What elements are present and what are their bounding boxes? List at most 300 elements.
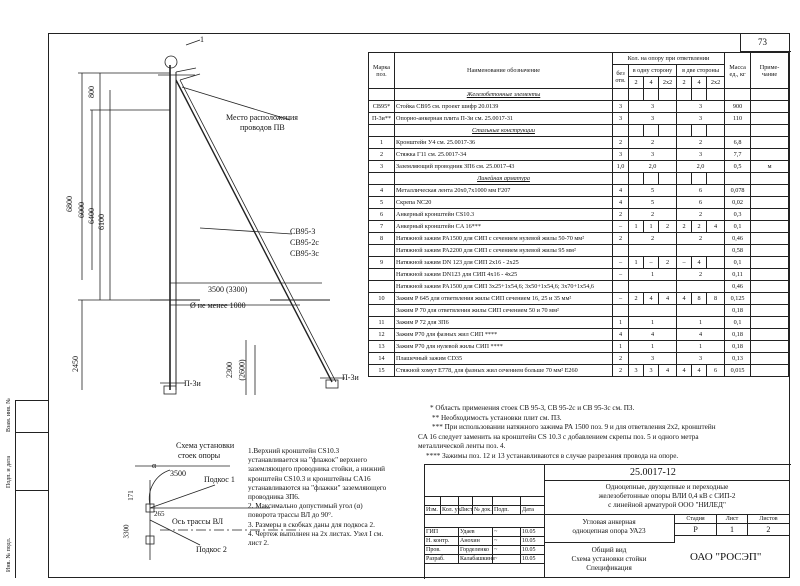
table-cell [751, 341, 789, 353]
table-cell [613, 281, 629, 293]
footnote-line: * Область применения стоек СВ 95-3, СВ 95-2с и СВ 95-3с см. ПЗ. [430, 404, 635, 412]
table-cell [751, 173, 789, 185]
table-cell: 0,5 [725, 161, 751, 173]
table-cell: 0,46 [725, 233, 751, 245]
specification-body [369, 89, 789, 377]
table-cell: 2 [369, 149, 395, 161]
dim-3500: 3500 (3300) [208, 285, 248, 294]
table-cell: 4 [613, 197, 629, 209]
stamp-lists: 2 [747, 524, 789, 536]
table-cell [369, 89, 395, 101]
table-cell: 4 [692, 365, 707, 377]
table-cell: 0,3 [725, 209, 751, 221]
stamp-organization: ОАО "РОСЭП" [690, 551, 762, 563]
header-note: Приме- чание [751, 53, 789, 89]
stamp-signature: ~ [493, 528, 521, 537]
stamp-sheet-line-2: Схема установки стойки [571, 555, 647, 563]
stamp-person: Анохин [459, 537, 493, 546]
stamp-col-head: Лист [460, 507, 473, 513]
table-cell [644, 125, 659, 137]
table-cell [751, 125, 789, 137]
note-line: 1.Верхний кронштейн CS10.3 [248, 447, 340, 455]
table-cell [751, 149, 789, 161]
table-cell: Линейная арматура [395, 173, 613, 185]
table-row [369, 269, 789, 281]
table-cell: Зажим P 72 для ЗП6 [395, 317, 613, 329]
table-cell: 8 [369, 233, 395, 245]
table-cell: Стальные конструкции [395, 125, 613, 137]
stamp-person: Калабашкина [460, 556, 495, 562]
table-cell: 4 [644, 293, 659, 305]
table-cell [751, 209, 789, 221]
table-cell: 3 [613, 149, 629, 161]
table-row [369, 113, 789, 125]
note-line: 2. Максимально допустимый угол (α) [248, 502, 363, 511]
table-row [369, 353, 789, 365]
stamp-col-head: Подп. [493, 506, 521, 515]
table-cell [751, 113, 789, 125]
stamp-signature: ~ [493, 555, 521, 564]
table-cell: Металлическая лента 20х0,7х1000 мм F207 [395, 185, 613, 197]
table-cell: 1 [629, 221, 644, 233]
table-cell: 2 [613, 353, 629, 365]
footnote-line: металлической ленты поз. 4. [418, 442, 506, 451]
stamp-title-line-1: Одноцепные, двухцепные и переходные [605, 483, 729, 491]
table-row [369, 221, 789, 233]
table-cell [707, 173, 725, 185]
general-notes [248, 447, 386, 548]
table-cell: 6 [677, 197, 725, 209]
dim-6800: 6800 [65, 196, 74, 212]
stamp-person: Удаев [459, 528, 493, 537]
table-cell: Зажим P70 для нулевой жилы СИП **** [395, 341, 613, 353]
scheme-dim-171: 171 [126, 490, 135, 501]
stamp-list-head: Лист [717, 515, 748, 524]
table-cell: 0,18 [725, 305, 751, 317]
table-cell: – [613, 269, 629, 281]
callout-1: 1 [200, 35, 204, 44]
stamp-sheet-box [546, 546, 672, 573]
table-cell: 2,0 [629, 161, 677, 173]
table-cell [751, 185, 789, 197]
stamp-stage: Р [675, 524, 717, 536]
table-row [369, 185, 789, 197]
table-cell: СВ95* [369, 101, 395, 113]
table-cell: П-3и** [369, 113, 395, 125]
table-cell: 8 [692, 293, 707, 305]
table-cell [725, 89, 751, 101]
stamp-col-head: Дата [521, 506, 545, 515]
table-cell: 2 [629, 209, 677, 221]
table-row [369, 233, 789, 245]
table-cell: 0,078 [725, 185, 751, 197]
table-cell [629, 305, 677, 317]
table-cell: 4 [369, 185, 395, 197]
stamp-role: Пров. [425, 546, 459, 555]
note-line: проводника ЗП6. [248, 493, 300, 502]
stamp-sheet-line-1: Общий вид [591, 546, 627, 554]
scheme-title-1: Схема установки [176, 441, 235, 450]
header-sub: 2х2 [707, 77, 725, 89]
scheme-alpha: α [152, 461, 157, 470]
table-cell: 7 [369, 221, 395, 233]
table-cell: 2 [659, 221, 677, 233]
table-cell: 3 [629, 101, 677, 113]
table-cell: 3 [629, 113, 677, 125]
stamp-date: 10.05 [521, 537, 545, 546]
table-cell: 3 [677, 113, 725, 125]
table-cell: 3 [677, 353, 725, 365]
table-row [369, 329, 789, 341]
header-mark: Марка поз. [369, 53, 395, 89]
table-cell: 2 [677, 209, 725, 221]
table-cell: – [613, 257, 629, 269]
table-cell [725, 173, 751, 185]
table-cell: Зажим P 70 для ответвления жилы СИП сечением 50 и 70 мм² [395, 305, 613, 317]
table-cell: 3 [677, 101, 725, 113]
header-one-side: в одну сторону [629, 65, 677, 77]
stamp-title [548, 483, 786, 510]
table-cell: 1 [629, 317, 677, 329]
table-row [369, 197, 789, 209]
table-cell: 0,18 [725, 341, 751, 353]
table-cell [613, 125, 629, 137]
table-cell: 3 [613, 113, 629, 125]
table-row [369, 305, 789, 317]
dim-2450: 2450 [71, 356, 80, 372]
header-name: Наименование обозначение [395, 53, 613, 89]
table-cell: 2 [613, 137, 629, 149]
stamp-person: Горделенко [459, 546, 493, 555]
table-cell [369, 173, 395, 185]
table-cell [751, 329, 789, 341]
table-cell [659, 173, 677, 185]
table-row [369, 209, 789, 221]
table-cell [677, 173, 692, 185]
table-cell: Натяжной зажим DN 123 для СИП 2х16 - 2х25 [395, 257, 613, 269]
table-cell [725, 125, 751, 137]
table-cell: 0,015 [725, 365, 751, 377]
table-cell: Стяжной хомут E778, для фазных жил сечением больше 70 мм² E260 [395, 365, 613, 377]
stamp-col-head: Кол. уч. [442, 507, 463, 513]
stamp-sheet-line-3: Спецификация [586, 564, 632, 572]
table-row [369, 101, 789, 113]
table-cell: 4 [677, 329, 725, 341]
table-cell: 110 [725, 113, 751, 125]
table-row [369, 281, 789, 293]
table-cell: Натяжной зажим PA1500 для СИП с сечением нулевой жилы 50-70 мм² [395, 233, 613, 245]
table-cell [613, 173, 629, 185]
scheme-dim-3300: 3300 [122, 524, 131, 539]
table-cell: 8 [707, 293, 725, 305]
header-sub: 2 [677, 77, 692, 89]
table-cell [659, 89, 677, 101]
table-cell: Заземляющий проводник ЗП6 см. 25.0017-43 [395, 161, 613, 173]
table-cell [707, 125, 725, 137]
dim-6000: 6000 [77, 202, 86, 218]
table-cell: 1 [369, 137, 395, 149]
note-line: лист 2. [248, 539, 269, 548]
table-cell [677, 305, 725, 317]
table-cell: 2 [629, 293, 644, 305]
table-cell: 2 [677, 137, 725, 149]
table-cell [677, 281, 725, 293]
stamp-lists-head: Листов [747, 515, 789, 524]
stamp-object [546, 518, 672, 536]
table-cell: 1 [629, 269, 677, 281]
note-line: 3. Размеры в скобках даны для подкоса 2. [248, 520, 375, 529]
table-cell [613, 245, 629, 257]
table-cell: 3 [629, 149, 677, 161]
table-row [369, 365, 789, 377]
wire-place-label-2: проводов ПВ [240, 123, 285, 132]
table-cell [751, 137, 789, 149]
header-quantity: Кол. на опору при ответвлении [613, 53, 725, 65]
stamp-list: 1 [717, 524, 748, 536]
stamp-title-line-3: с линейной арматурой ООО "НИЛЕД" [608, 501, 726, 509]
table-cell: 0,1 [725, 257, 751, 269]
table-cell: 3 [677, 149, 725, 161]
table-cell: 15 [369, 365, 395, 377]
table-cell: 2 [677, 233, 725, 245]
footnote-line: *** При использовании натяжного зажима PA 1500 поз. 9 и для ответвления 2х2, кронштейн [432, 423, 716, 432]
note-line: устанавливаются на "флажки" заземляющего [248, 483, 387, 492]
side-label-inv: Инв. № подл. [6, 537, 12, 572]
table-cell: Анкерный кронштейн CA 16*** [395, 221, 613, 233]
scheme-title-2: стоек опоры [178, 451, 221, 460]
stamp-date: 10.05 [521, 546, 545, 555]
plate-label-left: П-3и [184, 379, 201, 388]
table-cell [751, 353, 789, 365]
table-cell [613, 305, 629, 317]
table-row [369, 89, 789, 101]
stamp-role: Н. контр. [425, 537, 459, 546]
header-mass: Масса ед., кг [725, 53, 751, 89]
table-cell [751, 89, 789, 101]
table-cell: 1 [629, 257, 644, 269]
table-cell [369, 281, 395, 293]
table-cell: 2 [613, 233, 629, 245]
table-cell [692, 125, 707, 137]
sheet-number: 73 [758, 37, 767, 47]
table-cell [751, 365, 789, 377]
table-cell: Плашечный зажим CD35 [395, 353, 613, 365]
table-cell [707, 257, 725, 269]
table-cell: 5 [629, 185, 677, 197]
stamp-object-line-2: одноцепная опора УА23 [572, 527, 646, 535]
table-cell [644, 173, 659, 185]
table-cell: 6 [369, 209, 395, 221]
table-cell: 2 [677, 221, 692, 233]
table-cell [369, 245, 395, 257]
table-cell: 3 [613, 101, 629, 113]
header-sub: 4 [644, 77, 659, 89]
table-cell: 4 [613, 185, 629, 197]
table-cell: 0,58 [725, 245, 751, 257]
table-cell: 3 [644, 365, 659, 377]
table-cell: 3 [629, 353, 677, 365]
table-cell: 3 [629, 365, 644, 377]
table-cell [751, 305, 789, 317]
table-cell [751, 269, 789, 281]
table-cell: 2 [629, 233, 677, 245]
table-cell: Стяжка Г11 см. 25.0017-34 [395, 149, 613, 161]
table-cell: 0,02 [725, 197, 751, 209]
table-row [369, 149, 789, 161]
table-cell [613, 89, 629, 101]
stamp-role: Разраб. [425, 555, 459, 564]
table-cell: Натяжной зажим DN123 для СИП 4х16 - 4х25 [395, 269, 613, 281]
table-cell: Зажим P 645 для ответвления жилы СИП сечением 16, 25 и 35 мм² [395, 293, 613, 305]
table-cell [629, 245, 677, 257]
stamp-stage-head: Стадия [675, 515, 717, 524]
table-cell: 1,0 [613, 161, 629, 173]
table-cell [644, 89, 659, 101]
table-cell [659, 125, 677, 137]
table-cell: м [751, 161, 789, 173]
table-cell [677, 245, 725, 257]
table-cell: 4 [659, 293, 677, 305]
table-cell: – [644, 257, 659, 269]
stamp-date: 10.05 [521, 555, 545, 564]
table-cell: 11 [369, 317, 395, 329]
table-cell: 0,13 [725, 353, 751, 365]
table-cell: 0,1 [725, 221, 751, 233]
table-cell [751, 101, 789, 113]
stamp-role: ГИП [425, 528, 459, 537]
stamp-date: 10.05 [521, 528, 545, 537]
stamp-col-head: Изм. [425, 506, 441, 515]
table-cell: 0,125 [725, 293, 751, 305]
scheme-support-2: Подкос 2 [196, 545, 227, 554]
dim-6100: 6100 [97, 214, 106, 230]
table-row [369, 173, 789, 185]
table-cell [751, 221, 789, 233]
table-cell: Скрепа NC20 [395, 197, 613, 209]
header-sub: 4 [692, 77, 707, 89]
wire-place-label: Место расположения [226, 113, 298, 122]
table-cell: 4 [613, 329, 629, 341]
table-cell: – [677, 257, 692, 269]
table-cell: 6 [707, 365, 725, 377]
plate-label-right: П-3и [342, 373, 359, 382]
table-cell [751, 257, 789, 269]
dim-2300: 2300 [225, 362, 234, 378]
table-cell: 2,0 [677, 161, 725, 173]
table-cell [369, 305, 395, 317]
table-row [369, 245, 789, 257]
table-cell: 0,1 [725, 317, 751, 329]
table-cell: 4 [677, 365, 692, 377]
header-sub: 2 [629, 77, 644, 89]
stamp-signature: ~ [493, 546, 521, 555]
table-row [369, 125, 789, 137]
table-cell: 900 [725, 101, 751, 113]
table-cell [677, 89, 692, 101]
table-cell: 2 [659, 257, 677, 269]
table-cell: Натяжной зажим PA2200 для СИП с сечением нулевой жилы 95 мм² [395, 245, 613, 257]
side-label-replace: Взам. инв. № [6, 398, 12, 432]
table-cell: 7,7 [725, 149, 751, 161]
scheme-dim-3500: 3500 [170, 469, 186, 478]
table-cell: 4 [629, 329, 677, 341]
table-cell [629, 173, 644, 185]
table-cell: 9 [369, 257, 395, 269]
stamp-signature: ~ [493, 537, 521, 546]
table-cell [751, 293, 789, 305]
note-line: заземляющего проводника стойки, а нижний [248, 465, 386, 474]
stamp-signature-table [424, 496, 545, 564]
table-cell [751, 197, 789, 209]
table-cell: 0,11 [725, 269, 751, 281]
dim-min-diameter: Ø не менее 1000 [190, 301, 246, 310]
table-cell: 1 [677, 341, 725, 353]
table-row [369, 137, 789, 149]
table-cell [629, 281, 677, 293]
table-cell: 3 [369, 161, 395, 173]
table-cell: Кронштейн У4 см. 25.0017-36 [395, 137, 613, 149]
table-cell [629, 89, 644, 101]
table-cell: 6,8 [725, 137, 751, 149]
table-cell: 1 [613, 317, 629, 329]
table-cell: 2 [613, 209, 629, 221]
footnote-line: **** Зажимы поз. 12 и 13 устанавливаются в случае разрезания провода на опоре. [426, 451, 679, 460]
table-cell [369, 269, 395, 281]
dim-2600: (2600) [237, 359, 247, 381]
note-line: 4. Чертеж выполнен на 2х листах. Узел I см. [248, 529, 384, 538]
table-cell [369, 125, 395, 137]
header-no-branch: без отв. [613, 65, 629, 89]
table-cell: 4 [659, 365, 677, 377]
table-cell: Анкерный кронштейн CS10.3 [395, 209, 613, 221]
table-cell: Железобетонные элементы [395, 89, 613, 101]
table-cell: Зажим P70 для фазных жил СИП **** [395, 329, 613, 341]
table-cell: 1 [629, 341, 677, 353]
table-row [369, 257, 789, 269]
header-two-sides: в две стороны [677, 65, 725, 77]
stamp-object-line-1: Угловая анкерная [582, 518, 636, 526]
header-sub: 2х2 [659, 77, 677, 89]
scheme-axis: Ось трассы ВЛ [172, 517, 224, 526]
table-cell: Опорно-анкерная плита П-3и см. 25.0017-31 [395, 113, 613, 125]
table-cell: 13 [369, 341, 395, 353]
table-cell: 0,46 [725, 281, 751, 293]
table-cell: 1 [613, 341, 629, 353]
table-cell: – [613, 293, 629, 305]
table-cell [692, 89, 707, 101]
note-line: кронштейн CS10.3 и кронштейны CA16 [248, 474, 371, 483]
dim-6400: 6400 [87, 208, 96, 224]
footnote-line: ** Необходимость установки плит см. ПЗ. [432, 413, 562, 422]
table-cell [751, 281, 789, 293]
table-cell: – [613, 221, 629, 233]
table-cell [751, 245, 789, 257]
table-cell: 5 [369, 197, 395, 209]
table-row [369, 341, 789, 353]
stand-label-2: СВ95-2с [290, 238, 319, 247]
table-cell [629, 125, 644, 137]
table-cell: 2 [629, 137, 677, 149]
stamp-col-head: № док. [474, 507, 492, 513]
note-line: поворота трассы ВЛ до 90°. [248, 511, 333, 520]
table-cell: 0,18 [725, 329, 751, 341]
table-cell: 1 [677, 317, 725, 329]
footnote-line: CA 16 следует заменить на кронштейн CS 10.3 с добавлением скрепы поз. 5 и одного метра [418, 432, 699, 441]
table-row [369, 317, 789, 329]
table-cell: 4 [677, 293, 692, 305]
footnotes [418, 404, 716, 462]
table-cell: Натяжной зажим PA1500 для СИП 3х25+1х54,6; 3х50+1х54,6; 3х70+1х54,6 [395, 281, 613, 293]
